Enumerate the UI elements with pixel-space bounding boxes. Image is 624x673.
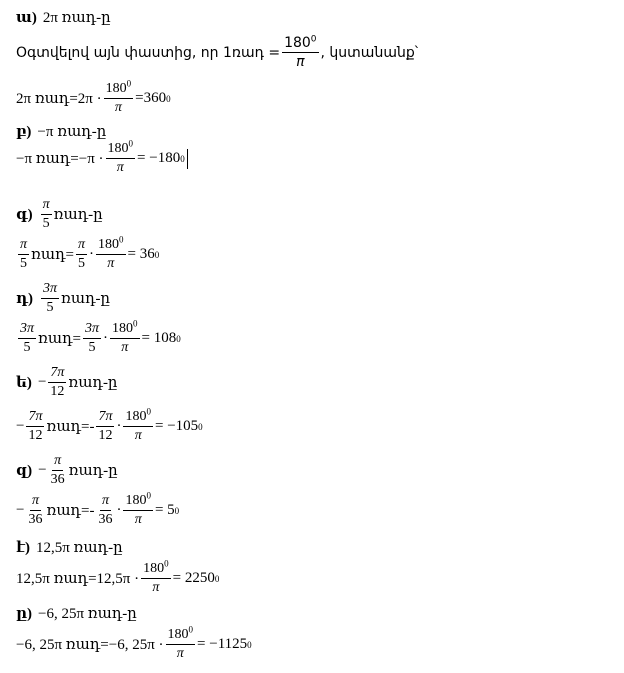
item-z-equation: − $\frac{\pi}{36}$ ռադ=- $\frac{\pi}{36}$ · $\frac{180^0}{\pi}$ = 5 0 — [16, 490, 180, 527]
fraction-180-over-pi — [106, 138, 136, 175]
item-a-equation: 2π ռադ=2π · $\frac{180^0}{\pi}$ =360 0 — [16, 78, 171, 115]
numerator: 7π — [96, 410, 114, 427]
item-label: զ) — [16, 463, 33, 479]
sign: − — [37, 374, 47, 390]
fraction-180-over-pi — [110, 318, 140, 355]
item-y-heading — [16, 604, 137, 623]
numerator: 180 — [107, 141, 129, 156]
fraction-180-over-pi — [123, 490, 153, 527]
denominator: π — [152, 580, 160, 595]
numerator: π — [41, 198, 52, 215]
item-y-equation: −6, 25π ռադ=−6, 25π · $\frac{180^0}{\pi}$ = −1125 0 — [16, 624, 252, 661]
item-text: ռադ-ը — [53, 207, 103, 223]
item-text: ռադ-ը — [68, 375, 118, 391]
fraction — [41, 282, 59, 315]
item-g-heading — [16, 198, 103, 231]
numerator: 3π — [83, 322, 101, 339]
sign: − — [16, 418, 25, 434]
degree-sup: 0 — [164, 558, 169, 569]
fraction — [96, 494, 114, 527]
denominator: 5 — [46, 300, 54, 315]
item-label: բ) — [16, 124, 32, 140]
item-text: ռադ-ը — [68, 463, 118, 479]
denominator: 5 — [23, 340, 31, 355]
intro-text: Օգտվելով այն փաստից, որ 1ռադ = — [16, 44, 281, 61]
numerator: π — [18, 238, 29, 255]
eq-left: 2π ռադ=2π · — [16, 91, 102, 107]
item-label: է) — [16, 540, 30, 556]
item-z-heading — [16, 454, 118, 487]
degree-sup: 0 — [146, 490, 151, 501]
fraction-180-over-pi — [282, 36, 318, 69]
degree-sup: 0 — [310, 34, 317, 45]
item-e-heading — [16, 366, 117, 399]
fraction — [41, 198, 52, 231]
eq-right: = 36 — [127, 246, 155, 262]
item-b-heading — [16, 122, 106, 141]
numerator: π — [30, 494, 41, 511]
fraction — [83, 322, 101, 355]
item-label: ա) — [16, 10, 37, 26]
degree-sup: 0 — [119, 234, 124, 245]
eq-right: = −1125 — [197, 636, 248, 652]
eq-right: =360 — [135, 90, 167, 106]
denominator: 5 — [78, 256, 85, 271]
denominator: π — [176, 646, 184, 661]
numerator: 180 — [98, 237, 120, 252]
numerator: 7π — [26, 410, 44, 427]
degree-sup: 0 — [128, 138, 134, 149]
item-label: դ) — [16, 291, 34, 307]
item-ee-equation: 12,5π ռադ=12,5π · $\frac{180^0}{\pi}$ = 2250 0 — [16, 558, 220, 595]
item-text: −6, 25π ռադ-ը — [38, 606, 137, 622]
item-label: գ) — [16, 207, 33, 223]
denominator: 12 — [28, 428, 43, 443]
numerator: 7π — [48, 366, 66, 383]
fraction-180-over-pi — [123, 406, 153, 443]
item-d-equation: $\frac{3\pi}{5}$ ռադ= $\frac{3\pi}{5}$ · $\frac{180^0}{\pi}$ = 108 0 — [20, 318, 181, 355]
denominator: 36 — [50, 472, 65, 487]
degree-sup: 0 — [146, 406, 151, 417]
eq-right: = 108 — [141, 330, 177, 346]
eq-mid: ռադ= — [38, 331, 81, 347]
fraction — [18, 322, 36, 355]
eq-right: = −180 — [137, 150, 181, 166]
numerator: 180 — [105, 81, 127, 96]
denominator: π — [134, 428, 142, 443]
numerator: 180 — [167, 627, 189, 642]
fraction — [96, 410, 114, 443]
item-text: 2π ռադ-ը — [42, 10, 111, 26]
denominator: 36 — [28, 512, 43, 527]
item-text: 12,5π ռադ-ը — [35, 540, 123, 556]
intro-line — [16, 36, 418, 69]
fraction-180-over-pi — [96, 234, 126, 271]
fraction — [26, 410, 44, 443]
numerator: 180 — [284, 35, 311, 51]
item-g-equation: $\frac{\pi}{5}$ ռադ= $\frac{\pi}{5}$ · $\frac{180^0}{\pi}$ = 36 0 — [20, 234, 160, 271]
fraction-180-over-pi — [141, 558, 171, 595]
fraction — [48, 366, 66, 399]
eq-mid: ռադ=- — [46, 419, 95, 435]
denominator: π — [121, 340, 129, 355]
numerator: π — [52, 454, 63, 471]
item-label: ը) — [16, 606, 32, 622]
denominator: 36 — [98, 512, 113, 527]
denominator: 5 — [88, 340, 96, 355]
eq-left: −6, 25π ռադ=−6, 25π · — [16, 637, 164, 653]
fraction-180-over-pi — [166, 624, 196, 661]
numerator: 180 — [125, 409, 147, 424]
denominator: π — [134, 512, 142, 527]
denominator: π — [114, 100, 122, 115]
sign: − — [38, 462, 47, 478]
sign: − — [16, 502, 25, 518]
numerator: 180 — [125, 493, 147, 508]
item-text: ռադ-ը — [61, 291, 111, 307]
degree-sup: 0 — [133, 318, 138, 329]
item-label: ե) — [16, 375, 32, 391]
degree-sup: 0 — [126, 78, 132, 89]
numerator: 180 — [143, 561, 165, 576]
item-a-heading — [16, 8, 111, 27]
intro-after: , կստանանք՝ — [320, 44, 419, 61]
degree-sup: 0 — [188, 624, 194, 635]
fraction-180-over-pi — [104, 78, 134, 115]
item-b-equation: −π ռադ=−π · $\frac{180^0}{\pi}$ = −180 0 — [16, 142, 188, 175]
fraction — [26, 494, 44, 527]
item-text: −π ռադ-ը — [37, 124, 107, 140]
fraction — [76, 238, 87, 271]
eq-mid: ռադ=- — [46, 503, 95, 519]
numerator: 3π — [41, 282, 59, 299]
denominator: 5 — [20, 256, 27, 271]
fraction — [49, 454, 67, 487]
eq-right: = −105 — [154, 418, 199, 434]
denominator: π — [296, 54, 305, 70]
denominator: 5 — [42, 216, 50, 231]
numerator: 3π — [18, 322, 36, 339]
denominator: 12 — [50, 384, 65, 399]
text-cursor — [187, 149, 188, 169]
eq-right: = 5 — [154, 502, 175, 518]
eq-left: −π ռադ=−π · — [16, 151, 104, 167]
eq-left: 12,5π ռադ=12,5π · — [16, 571, 140, 587]
eq-mid: ռադ= — [31, 247, 74, 263]
eq-right: = 2250 — [172, 570, 215, 586]
denominator: π — [116, 160, 124, 175]
item-e-equation: − $\frac{7\pi}{12}$ ռադ=- $\frac{7\pi}{12}$ · $\frac{180^0}{\pi}$ = −105 0 — [16, 406, 203, 443]
denominator: π — [107, 256, 115, 271]
item-ee-heading — [16, 538, 123, 557]
numerator: π — [100, 494, 111, 511]
denominator: 12 — [98, 428, 113, 443]
numerator: π — [76, 238, 87, 255]
fraction — [18, 238, 29, 271]
numerator: 180 — [112, 321, 134, 336]
item-d-heading — [16, 282, 110, 315]
